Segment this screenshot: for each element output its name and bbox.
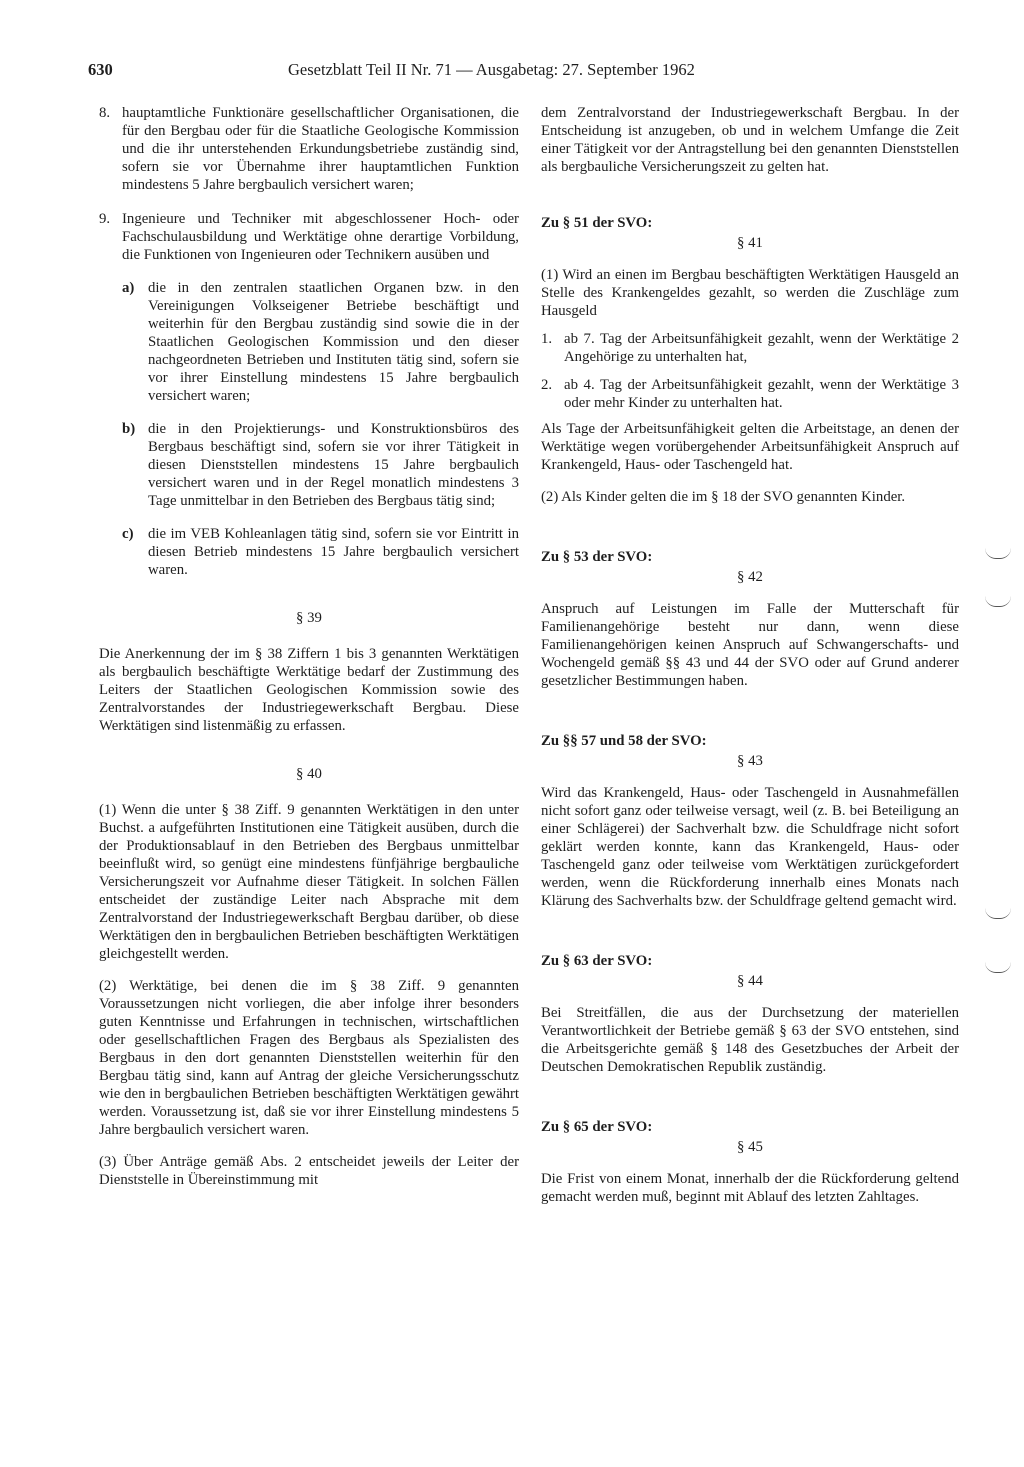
section-title-41: § 41 xyxy=(737,235,763,251)
item-text: die in den Projektierungs- und Konstruktionsbüros des Bergbaus beschäftigt sind, sofern sie vor ihrer Tätigkeit in diesen Dienststellen mindestens 15 Jahre bergbaulich versichert waren und in der Regel monatlich mindestens 3 Tage unmittelbar in den Betrieben des Bergbaus tätig sind; xyxy=(148,421,519,509)
section-title-44: § 44 xyxy=(737,973,763,989)
margin-mark xyxy=(985,596,1011,607)
heading-zu-51: Zu § 51 der SVO: xyxy=(541,215,653,231)
right-column xyxy=(541,104,959,1206)
section-title-40: § 40 xyxy=(296,766,322,782)
item-text: Ingenieure und Techniker mit abgeschlossener Hoch- oder Fachschulausbildung und Werktätige ohne derartige Vorbildung, die Funktionen von Ingenieuren oder Technikern ausüben und xyxy=(122,211,519,263)
item-number: 8. xyxy=(99,105,111,121)
page-header xyxy=(88,60,958,84)
section-title-43: § 43 xyxy=(737,753,763,769)
sub-item-c xyxy=(122,525,519,579)
item-text: die im VEB Kohleanlagen tätig sind, sofern sie vor Eintritt in diesen Betrieb mindestens 15 Jahre bergbaulich versichert waren. xyxy=(148,526,519,578)
heading-zu-63: Zu § 63 der SVO: xyxy=(541,953,653,969)
section-text-39: Die Anerkennung der im § 38 Ziffern 1 bis 3 genannten Werktätigen als bergbaulich beschäftigte Werktätige bedarf der Zustimmung des Leiters der Staatlichen Geologischen Kommission sowie des Zentralvorstandes der Industriegewerkschaft Bergbau. Diese Werktätigen sind listenmäßig zu erfassen. xyxy=(99,646,519,734)
list-item-2 xyxy=(541,376,959,412)
heading-zu-65: Zu § 65 der SVO: xyxy=(541,1119,653,1135)
section-title-42: § 42 xyxy=(737,569,763,585)
page-number: 630 xyxy=(88,60,113,79)
item-text: ab 7. Tag der Arbeitsunfähigkeit gezahlt, wenn der Werktätige 2 Angehörige zu unterhalten hat, xyxy=(564,331,959,365)
margin-mark xyxy=(985,962,1011,973)
sub-item-b xyxy=(122,420,519,510)
margin-mark xyxy=(985,908,1011,919)
item-text: die in den zentralen staatlichen Organen bzw. in den Vereinigungen Volkseigener Betriebe beschäftigt und weiterhin für den Bergbau zuständig sind sowie die in der Staatlichen Geologischen Kommission und den dieser nachgeordneten Betrieben und Instituten tätig sind, sofern sie vor ihrer Einstellung mindestens 15 Jahre bergbaulich versichert waren; xyxy=(148,280,519,404)
list-item-8 xyxy=(99,104,519,194)
section-41-after: Als Tage der Arbeitsunfähigkeit gelten die Arbeitstage, an denen der Werktätige wegen vorübergehender Arbeitsunfähigkeit Anspruch auf Krankengeld, Haus- oder Taschengeld hat. xyxy=(541,421,959,473)
item-letter: c) xyxy=(122,526,134,542)
item-letter: a) xyxy=(122,280,135,296)
section-42-text: Anspruch auf Leistungen im Falle der Mutterschaft für Familienangehörige besteht nur dann, wenn diese Familienangehörigen keinen Anspruch auf Schwangerschafts- und Wochengeld gemäß §§ 43 und 44 der SVO oder auf Grund anderer gesetzlicher Bestimmungen haben. xyxy=(541,601,959,689)
section-43-text: Wird das Krankengeld, Haus- oder Taschengeld in Ausnahmefällen nicht sofort ganz oder teilweise versagt, weil (z. B. bei Beteiligung an einer Schlägerei) der Sachverhalt bzw. die Schuldfrage nicht sofort geklärt werden konnte, kann das Krankengeld, Haus- oder Taschengeld ganz oder teilweise vom Werktätigen zurückgefordert werden, wenn die Rückforderung innerhalb eines Monats nach Klärung des Sachverhalts bzw. der Schuldfrage geltend gemacht wird. xyxy=(541,785,959,909)
section-title-39: § 39 xyxy=(296,610,322,626)
sub-item-a xyxy=(122,279,519,405)
section-40-abs3: (3) Über Anträge gemäß Abs. 2 entscheidet jeweils der Leiter der Dienststelle in Übereinstimmung mit xyxy=(99,1154,519,1188)
section-45-text: Die Frist von einem Monat, innerhalb der die Rückforderung geltend gemacht werden muß, beginnt mit Ablauf des letzten Zahltages. xyxy=(541,1171,959,1205)
item-letter: b) xyxy=(122,421,136,437)
section-title-45: § 45 xyxy=(737,1139,763,1155)
continuation-text: dem Zentralvorstand der Industriegewerkschaft Bergbau. In der Entscheidung ist anzugeben, ob und in welchem Umfange die Zeit einer Tätigkeit vor der Antragstellung bei den genannten Dienststellen als bergbauliche Versicherungszeit zu gelten hat. xyxy=(541,105,959,175)
section-40-abs2: (2) Werktätige, bei denen die im § 38 Ziff. 9 genannten Voraussetzungen nicht vorliegen, die aber infolge ihrer besonders guten Kenntnisse und Erfahrungen in technischen, wirtschaftlichen oder gesellschaftlichen Fragen des Bergbaus als Spezialisten des Bergbaus in den dort genannten Dienststellen weiterhin für den Bergbau tätig sind, kann auf Antrag der gleiche Versicherungsschutz wie den in bergbaulichen Betrieben beschäftigten Werktätigen gewährt werden. Voraussetzung ist, daß sie vor ihrer Einstellung mindestens 5 Jahre bergbaulich versichert waren. xyxy=(99,978,519,1138)
section-41-abs1: (1) Wird an einen im Bergbau beschäftigten Werktätigen Hausgeld an Stelle des Krankengeldes gezahlt, so werden die Zuschläge zum Hausgeld xyxy=(541,267,959,319)
section-41-abs2: (2) Als Kinder gelten die im § 18 der SVO genannten Kinder. xyxy=(541,489,906,505)
list-item-9 xyxy=(99,210,519,264)
margin-mark xyxy=(985,548,1011,559)
left-column xyxy=(99,104,519,1189)
section-40-abs1: (1) Wenn die unter § 38 Ziff. 9 genannten Werktätigen in den unter Buchst. a aufgeführten Institutionen eine Tätigkeit ausüben, durch die der Produktionsablauf in den Betrieben des Bergbaus unmittelbar beeinflußt wird, so genügt eine mindestens fünfjährige bergbauliche Versicherungszeit vor Aufnahme dieser Tätigkeit. In solchen Fällen entscheidet der zuständige Leiter nach Absprache mit dem Zentralvorstand der Industriegewerkschaft Bergbau darüber, ob diese Werktätigen den in bergbaulichen Betrieben beschäftigten Werktätigen gleichgestellt werden. xyxy=(99,802,519,962)
item-number: 1. xyxy=(541,331,553,347)
item-number: 9. xyxy=(99,211,111,227)
item-number: 2. xyxy=(541,377,553,393)
list-item-1 xyxy=(541,330,959,366)
running-head: Gesetzblatt Teil II Nr. 71 — Ausgabetag: 27. September 1962 xyxy=(288,60,695,79)
item-text: ab 4. Tag der Arbeitsunfähigkeit gezahlt, wenn der Werktätige 3 oder mehr Kinder zu unterhalten hat. xyxy=(564,377,959,411)
item-text: hauptamtliche Funktionäre gesellschaftlicher Organisationen, die für den Bergbau oder für die Staatliche Geologische Kommission und die ihr unterstehenden Erkundungsbetriebe zuständig sind, sofern sie vor Übernahme ihrer hauptamtlichen Funktion mindestens 5 Jahre bergbaulich versichert waren; xyxy=(122,105,519,193)
heading-zu-53: Zu § 53 der SVO: xyxy=(541,549,653,565)
heading-zu-57-58: Zu §§ 57 und 58 der SVO: xyxy=(541,733,707,749)
section-44-text: Bei Streitfällen, die aus der Durchsetzung der materiellen Verantwortlichkeit der Betriebe gemäß § 63 der SVO entstehen, sind die Arbeitsgerichte gemäß § 148 des Gesetzbuches der Arbeit der Deutschen Demokratischen Republik zuständig. xyxy=(541,1005,959,1075)
